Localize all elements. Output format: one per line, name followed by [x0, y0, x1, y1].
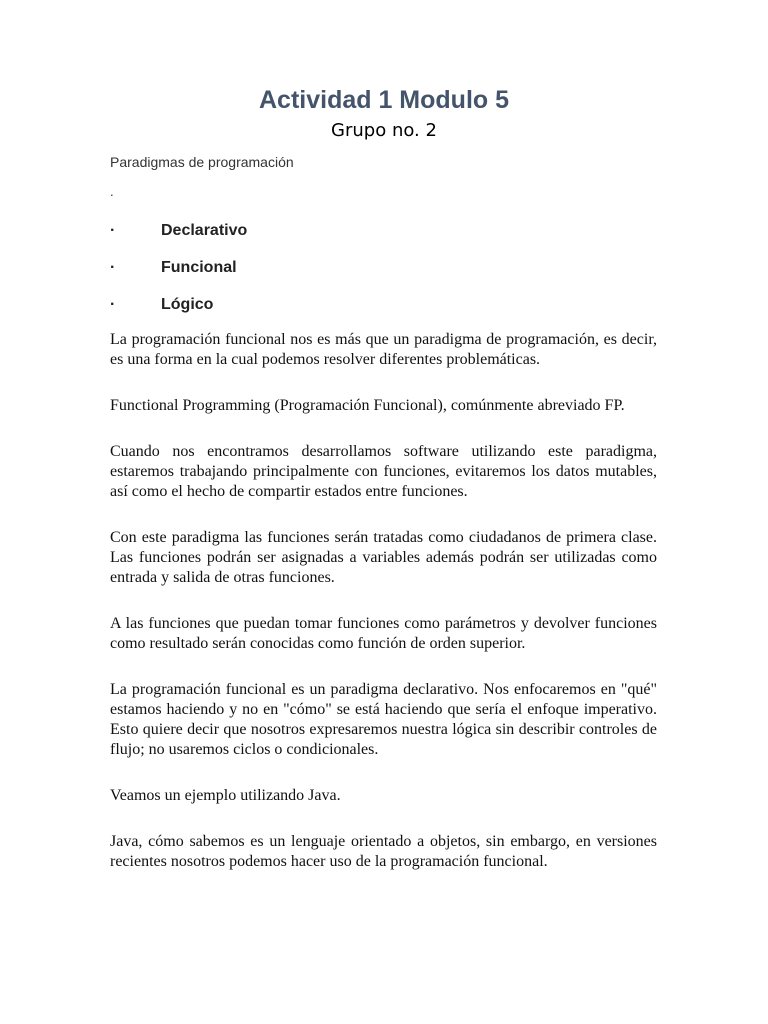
bullet-mark: · [110, 296, 116, 313]
body-paragraph: La programación funcional nos es más que un paradigma de programación, es decir, es una forma en la cual podemos resolver diferentes problemáticas. [110, 331, 657, 368]
body-paragraph: Java, cómo sabemos es un lenguaje orientado a objetos, sin embargo, en versiones recientes nosotros podemos hacer uso de la programación funcional. [110, 833, 657, 870]
body-paragraph: Cuando nos encontramos desarrollamos software utilizando este paradigma, estaremos trabajando principalmente con funciones, evitaremos los datos mutables, así como el hecho de compartir estados entre funciones. [110, 443, 657, 500]
body-paragraph: La programación funcional es un paradigma declarativo. Nos enfocaremos en "qué" estamos haciendo y no en "cómo" se está haciendo que sería el enfoque imperativo. Esto quiere decir que nosotros expresaremos nuestra lógica sin describir controles de flujo; no usaremos ciclos o condicionales. [110, 681, 657, 758]
document-subtitle: Grupo no. 2 [331, 120, 437, 141]
body-paragraph: Con este paradigma las funciones serán tratadas como ciudadanos de primera clase. Las funciones podrán ser asignadas a variables además podrán ser utilizadas como entrada y salida de otras funciones. [110, 529, 657, 586]
bullet-mark: · [110, 259, 116, 276]
list-item-label: Declarativo [161, 222, 248, 239]
bullet-mark: · [110, 222, 116, 239]
document-body [110, 330, 657, 898]
document-title: Actividad 1 Modulo 5 [258, 86, 510, 114]
intro-text: Paradigmas de programación [110, 154, 294, 170]
list-item [110, 220, 670, 257]
list-item [110, 257, 670, 294]
paradigm-list [110, 220, 670, 331]
list-item [110, 294, 670, 331]
list-item-label: Funcional [161, 259, 237, 276]
body-paragraph: A las funciones que puedan tomar funciones como parámetros y devolver funciones como resultado serán conocidas como función de orden superior. [110, 615, 657, 652]
separator-dot: . [110, 184, 114, 199]
list-item-label: Lógico [161, 296, 214, 313]
body-paragraph: Functional Programming (Programación Funcional), comúnmente abreviado FP. [110, 397, 625, 414]
body-paragraph: Veamos un ejemplo utilizando Java. [110, 787, 341, 804]
